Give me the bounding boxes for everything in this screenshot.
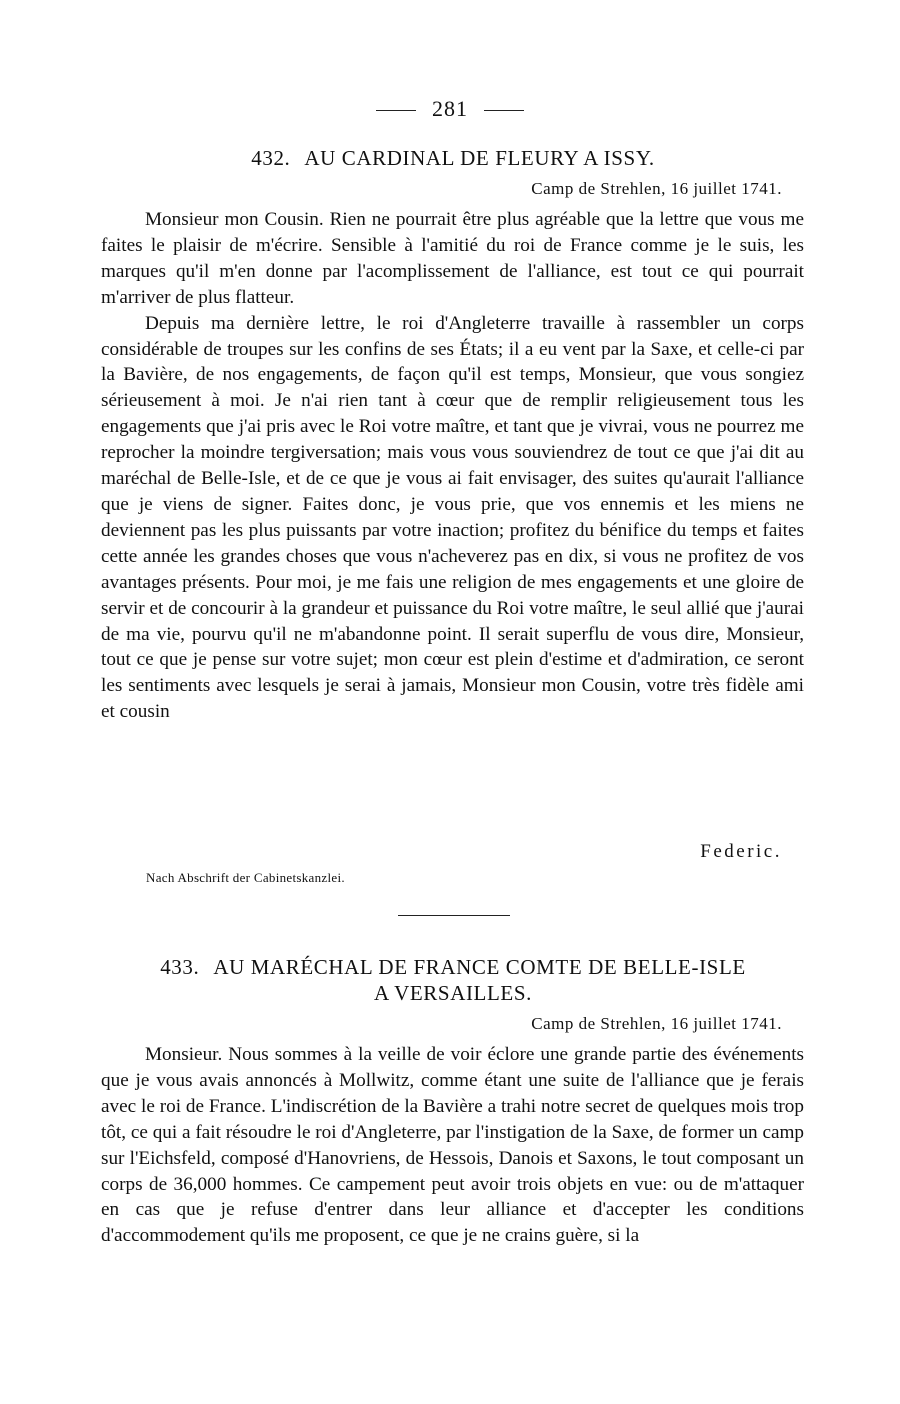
letter-433-dateline: Camp de Strehlen, 16 juillet 1741. — [531, 1014, 782, 1033]
letter-432-dateline: Camp de Strehlen, 16 juillet 1741. — [531, 179, 782, 198]
letter-recipient-place: A VERSAILLES. — [374, 981, 532, 1005]
letter-432-signature: Federic. — [700, 841, 782, 862]
letter-number: 433. — [160, 955, 200, 979]
paragraph: Depuis ma dernière lettre, le roi d'Angleterre travaille à rassembler un corps considérable de troupes sur les confins de ses États; il a eu vent par la Saxe, et celle-ci par la Bavière, de nos engagements, de façon qu'il est temps, Monsieur, que vous songiez sérieusement à moi. Je n'ai rien tant à cœur que de remplir religieusement tous les engagements que j'ai pris avec le Roi votre maître, et tant que je vivrai, vous ne pourrez me reprocher la moindre tergiversation; mais vous vous souviendrez de tout ce que j'ai dit au maréchal de Belle-Isle, et de ce que je vous ai fait envisager, des suites qu'aurait l'alliance que je viens de signer. Faites donc, je vous prie, que vos ennemis et les miens ne deviennent pas les plus puissants par votre inaction; profitez du bénifice du temps et faites cette année les grandes choses que vous n'acheverez pas en dix, si vous ne profitez de vos avantages présents. Pour moi, je me fais une religion de mes engagements et une gloire de servir et de concourir à la grandeur et puissance du Roi votre maître, le seul allié que j'aurai de ma vie, pourvu qu'il ne m'abandonne point. Il serait superflu de vous dire, Monsieur, tout ce que je pense sur votre sujet; mon cœur est plein d'estime et d'admiration, ce seront les sentiments avec lesquels je serai à jamais, Monsieur mon Cousin, votre très fidèle ami et cousin — [101, 312, 804, 723]
page-number: 281 — [432, 96, 468, 121]
letter-433-heading — [100, 954, 806, 1006]
paragraph: Monsieur mon Cousin. Rien ne pourrait être plus agréable que la lettre que vous me faites le plaisir de m'écrire. Sensible à l'amitié du roi de France comme je le suis, les marques qu'il m'en donne par l'acomplissement de l'alliance, est tout ce qui pourrait m'arriver de plus flatteur. — [101, 209, 804, 308]
section-divider — [398, 915, 510, 916]
paragraph: Monsieur. Nous sommes à la veille de voir éclore une grande partie des événements que je vous avais annoncés à Mollwitz, comme étant une suite de l'alliance que je ferais avec le roi de France. L'indiscrétion de la Bavière a trahi notre secret de quelques mois trop tôt, ce qui a fait résoudre le roi d'Angleterre, par l'instigation de la Saxe, de former un camp sur l'Eichsfeld, composé d'Hanovriens, de Hessois, Danois et Saxons, le tout composant un corps de 36,000 hommes. Ce campement peut avoir trois objets en vue: ou de m'attaquer en cas que je refuse d'entrer dans leur alliance et d'accepter les conditions d'accommodement qu'ils me proposent, ce que je ne crains guère, si la — [101, 1044, 804, 1247]
letter-432-heading — [100, 145, 806, 171]
letter-432-body — [101, 207, 804, 725]
letter-recipient: AU CARDINAL DE FLEURY A ISSY. — [304, 146, 655, 170]
letter-number: 432. — [251, 146, 291, 170]
letter-recipient: AU MARÉCHAL DE FRANCE COMTE DE BELLE-ISLE — [213, 955, 746, 979]
letter-433-body — [101, 1042, 804, 1249]
right-dash — [484, 110, 524, 111]
page-number-header — [0, 96, 900, 122]
source-note: Nach Abschrift der Cabinetskanzlei. — [146, 870, 345, 885]
left-dash — [376, 110, 416, 111]
